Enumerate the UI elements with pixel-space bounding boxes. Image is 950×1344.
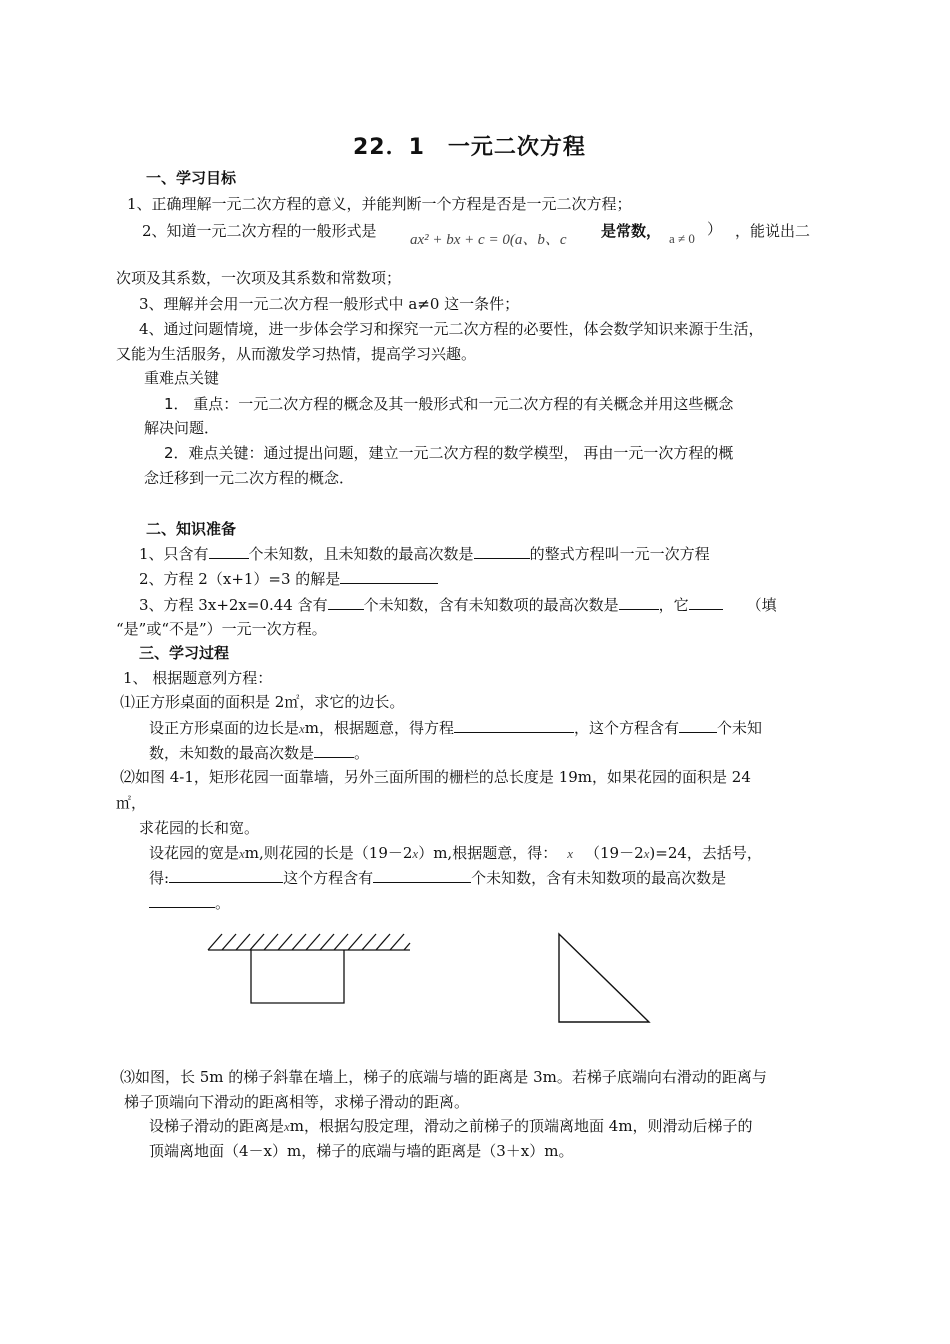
key-points-heading: 重难点关键	[144, 369, 220, 387]
goal-1: 1、正确理解一元二次方程的意义，并能判断一个方程是否是一元二次方程；	[127, 195, 632, 213]
ladder-triangle	[559, 934, 649, 1022]
answer-blank[interactable]	[328, 594, 364, 610]
p1-text-b: m，根据题意，得方程	[304, 719, 455, 737]
goal-2-line2: 次项及其系数，一次项及其系数和常数项；	[116, 269, 402, 287]
section-heading-preparation: 二、知识准备	[146, 520, 237, 538]
page-title: 22．1 一元二次方程	[353, 135, 586, 160]
problem-2-line1: ⑵如图 4-1，矩形花园一面靠墙，另外三面所围的栅栏的总长度是 19m，如果花园的面积是 24	[120, 768, 751, 786]
problem-3-line3	[149, 1116, 753, 1137]
key-point-2-line2: 念迁移到一元二次方程的概念．	[144, 469, 355, 487]
goal-4-line2: 又能为生活服务，从而激发学习热情，提高学习兴趣。	[116, 345, 477, 363]
garden-fence	[251, 950, 344, 1003]
prep-q1-text-b: 个未知数，且未知数的最高次数是	[248, 545, 474, 563]
prep-q3-text-a: 3、方程 3x+2x=0.44 含有	[139, 596, 328, 614]
prep-q1-text-c: 的整式方程叫一元一次方程	[529, 545, 710, 563]
answer-blank[interactable]	[689, 594, 723, 610]
variable-x: x	[239, 846, 245, 861]
problem-2-line6	[149, 892, 230, 913]
variable-x: x	[567, 846, 573, 861]
p1-text-a: 设正方形桌面的边长是	[149, 719, 300, 737]
answer-blank[interactable]	[209, 543, 249, 559]
variable-x: x	[412, 846, 419, 861]
answer-blank[interactable]	[474, 543, 530, 559]
key-point-2-line1: 2．难点关键：通过提出问题，建立一元二次方程的数学模型， 再由一元一次方程的概	[164, 444, 734, 462]
answer-blank[interactable]	[169, 867, 283, 883]
process-item-1: 1、 根据题意列方程：	[123, 669, 273, 687]
prep-question-3-line2: “是”或“不是”）一元一次方程。	[116, 620, 327, 638]
goal-2-paren: ）	[707, 220, 723, 238]
goal-4-line1: 4、通过问题情境，进一步体会学习和探究一元二次方程的必要性，体会数学知识来源于生活，	[139, 320, 764, 338]
nonzero-condition: a ≠ 0	[669, 231, 695, 246]
p2-text-b: m,则花园的长是（19－2	[244, 844, 413, 862]
p2-text-c: ）m,根据题意，得：	[418, 844, 558, 862]
prep-q1-text-a: 1、只含有	[139, 545, 209, 563]
problem-2-line3: 求花园的长和宽。	[139, 819, 260, 837]
p1-text-c: ，这个方程含有	[574, 719, 680, 737]
p1-text-f: 。	[354, 744, 370, 762]
goal-2-suffix: ，能说出二	[735, 222, 811, 240]
problem-2-line5	[149, 867, 726, 888]
garden-wall-figure	[200, 930, 420, 1010]
answer-blank[interactable]	[149, 892, 215, 908]
problem-1-line3	[149, 742, 369, 763]
problem-1-line1: ⑴正方形桌面的面积是 2㎡，求它的边长。	[120, 693, 405, 711]
problem-3-line1: ⑶如图，长 5m 的梯子斜靠在墙上，梯子的底端与墙的距离是 3m。若梯子底端向右滑动的距离与	[120, 1068, 767, 1086]
section-heading-process: 三、学习过程	[139, 644, 230, 662]
answer-blank[interactable]	[679, 717, 717, 733]
prep-q3-text-c: ，它	[658, 596, 689, 614]
answer-blank[interactable]	[340, 568, 438, 584]
goal-2-prefix: 2、知道一元二次方程的一般形式是	[142, 222, 377, 240]
goal-3: 3、理解并会用一元二次方程一般形式中 a≠0 这一条件；	[139, 295, 520, 313]
p1-text-d: 个未知	[717, 719, 763, 737]
problem-3-line2: 梯子顶端向下滑动的距离相等，求梯子滑动的距离。	[124, 1093, 470, 1111]
answer-blank[interactable]	[373, 867, 471, 883]
p2-text-e: )=24，去括号，	[649, 844, 762, 862]
answer-blank[interactable]	[619, 594, 659, 610]
p2-text-a: 设花园的宽是	[149, 844, 240, 862]
p1-text-e: 数，未知数的最高次数是	[149, 744, 315, 762]
p2-text-h: 个未知数，含有未知数项的最高次数是	[471, 869, 727, 887]
p2-text-i: 。	[215, 894, 231, 912]
p3-text-b: m，根据勾股定理，滑动之前梯子的顶端离地面 4m，则滑动后梯子的	[289, 1117, 753, 1135]
answer-blank[interactable]	[454, 717, 574, 733]
p2-text-g: 这个方程含有	[283, 869, 374, 887]
problem-2-line2: ㎡，	[116, 794, 147, 812]
answer-blank[interactable]	[314, 742, 354, 758]
variable-x: x	[643, 846, 650, 861]
key-point-1-line1: 1． 重点：一元二次方程的概念及其一般形式和一元二次方程的有关概念并用这些概念	[164, 395, 734, 413]
prep-question-2	[139, 568, 438, 589]
p3-text-a: 设梯子滑动的距离是	[149, 1117, 285, 1135]
prep-q3-text-b: 个未知数，含有未知数项的最高次数是	[363, 596, 619, 614]
wall-hatching	[208, 934, 410, 950]
key-point-1-line2: 解决问题．	[144, 419, 220, 437]
problem-1-line2	[149, 717, 762, 739]
p2-text-f: 得:	[149, 869, 170, 887]
prep-q3-text-d: （填	[746, 596, 777, 614]
problem-3-line4: 顶端离地面（4－x）m，梯子的底端与墙的距离是（3＋x）m。	[149, 1142, 574, 1160]
prep-question-3	[139, 594, 777, 615]
ladder-triangle-figure	[555, 930, 655, 1025]
general-form-formula: ax² + bx + c = 0(a、b、c	[410, 232, 567, 248]
section-heading-goals: 一、学习目标	[146, 169, 237, 187]
problem-2-line4	[149, 843, 762, 864]
prep-question-1	[139, 543, 710, 564]
p2-text-d: （19－2	[584, 844, 644, 862]
variable-x: x	[284, 1119, 290, 1134]
goal-2-constant-note: 是常数，	[601, 222, 662, 240]
variable-x: x	[299, 721, 305, 736]
prep-q2-text: 2、方程 2（x+1）=3 的解是	[139, 570, 341, 588]
